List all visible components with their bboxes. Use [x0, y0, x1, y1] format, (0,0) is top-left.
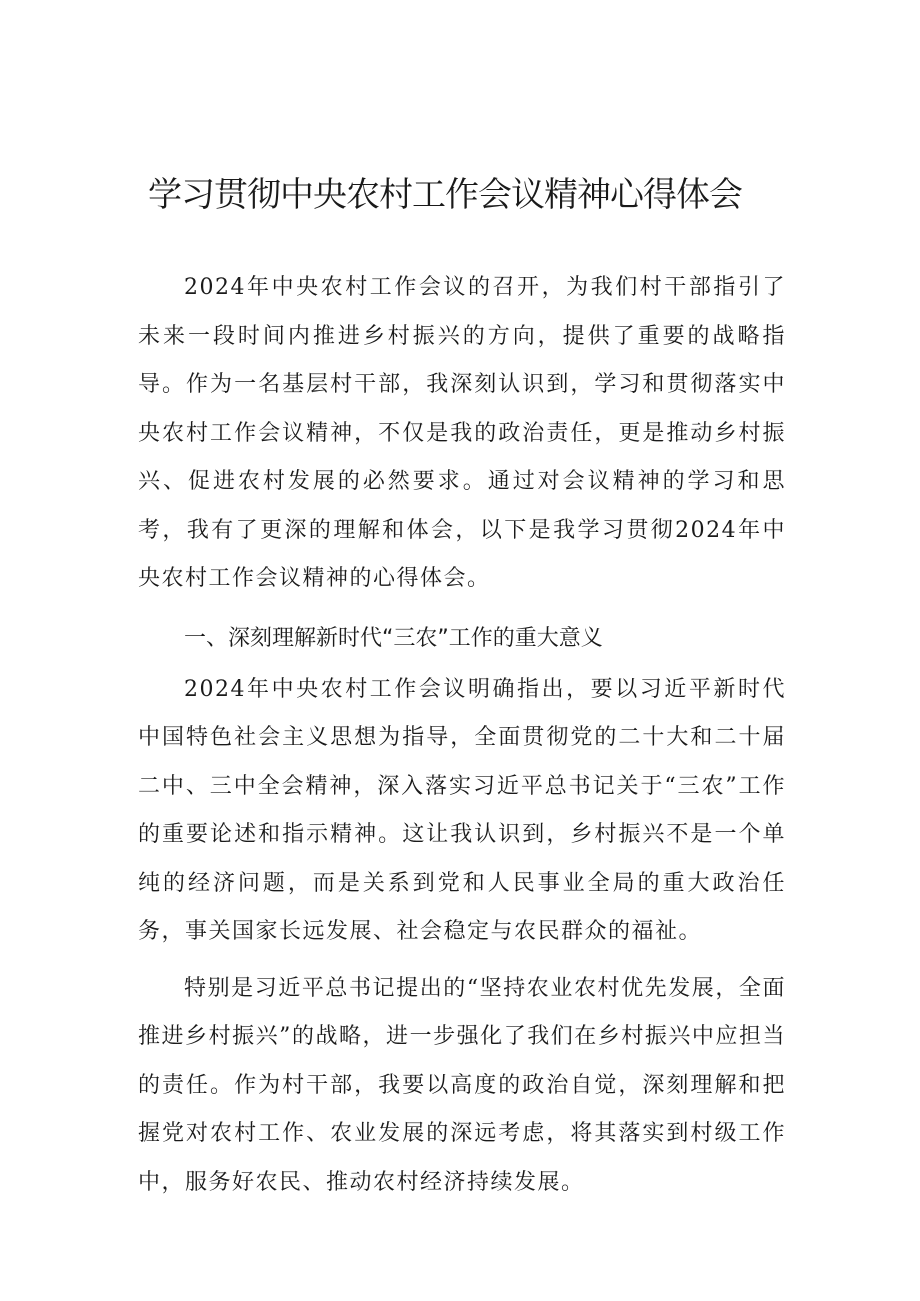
spacer: [138, 957, 786, 965]
document-body: [138, 264, 786, 1207]
section-heading: 一、深刻理解新时代“三农”工作的重大意义: [184, 625, 603, 651]
intro-paragraph: 2024年中央农村工作会议的召开，为我们村干部指引了未来一段时间内推进乡村振兴的方向，提供了重要的战略指导。作为一名基层村干部，我深刻认识到，学习和贯彻落实中央农村工作会议精神，不仅是我的政治责任，更是推动乡村振兴、促进农村发展的必然要求。通过对会议精神的学习和思考，我有了更深的理解和体会，以下是我学习贯彻2024年中央农村工作会议精神的心得体会。: [138, 275, 786, 591]
spacer: [138, 604, 786, 612]
section-paragraph-2: 特别是习近平总书记提出的“坚持农业农村优先发展，全面推进乡村振兴”的战略，进一步强化了我们在乡村振兴中应担当的责任。作为村干部，我要以高度的政治自觉，深刻理解和把握党对农村工作、农业发展的深远考虑，将其落实到村级工作中，服务好农民、推动农村经济持续发展。: [138, 975, 786, 1195]
section-paragraph-1: 2024年中央农村工作会议明确指出，要以习近平新时代中国特色社会主义思想为指导，全面贯彻党的二十大和二十届二中、三中全会精神，深入落实习近平总书记关于“三农”工作的重要论述和指示精神。这让我认识到，乡村振兴不是一个单纯的经济问题，而是关系到党和人民事业全局的重大政治任务，事关国家长远发展、社会稳定与农民群众的福祉。: [138, 676, 786, 944]
document-title: 学习贯彻中央农村工作会议精神心得体会: [148, 175, 742, 215]
